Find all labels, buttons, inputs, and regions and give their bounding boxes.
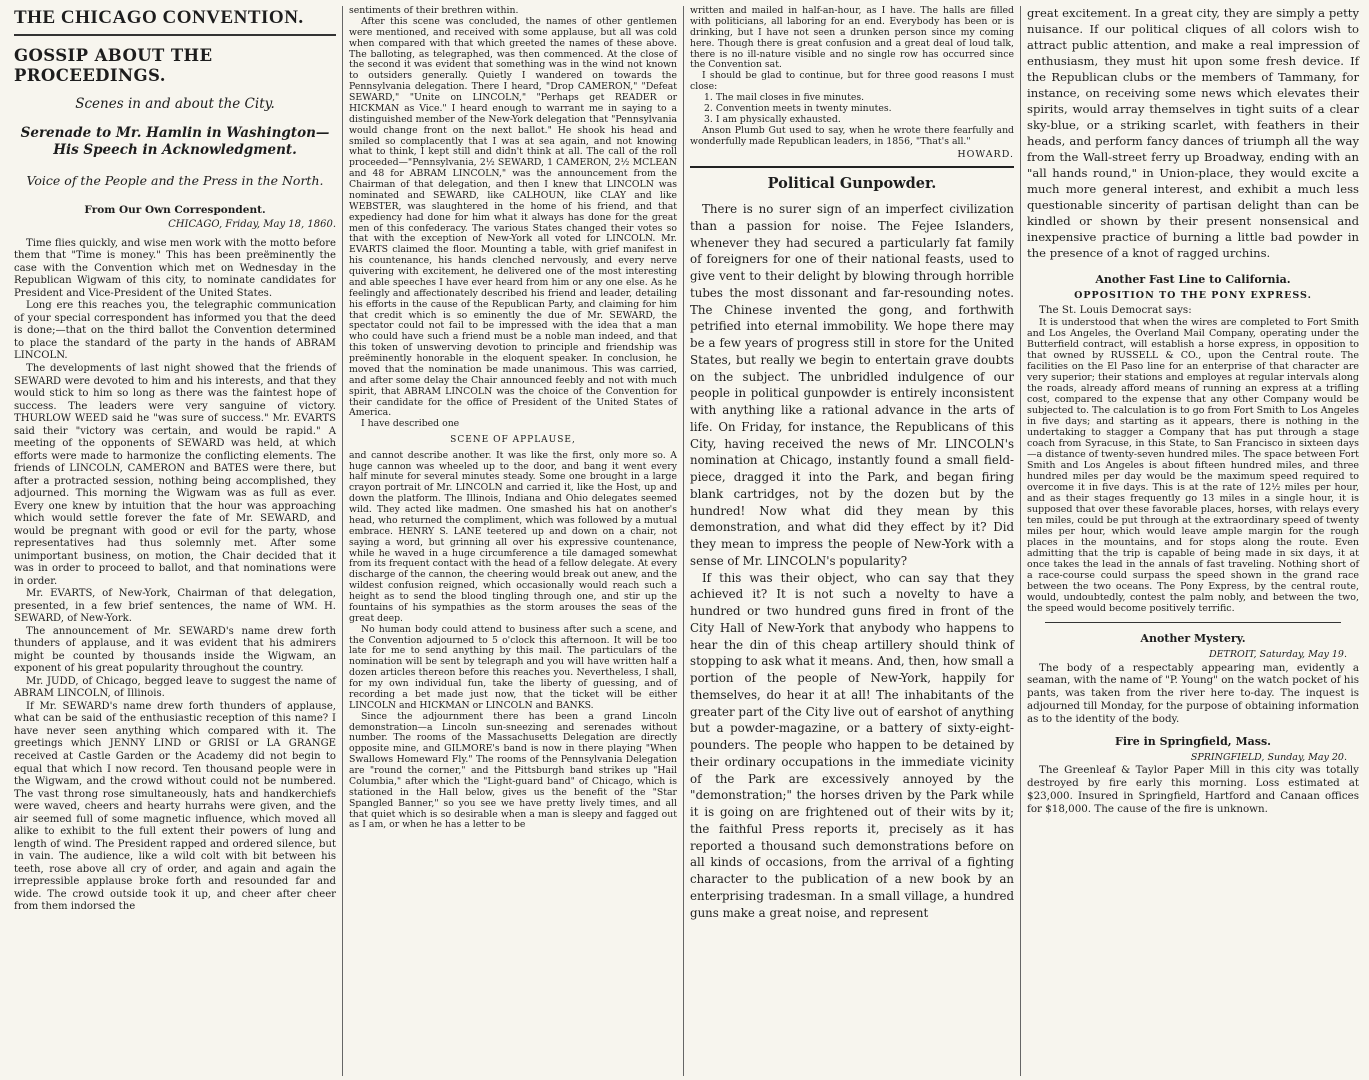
paragraph: Since the adjournment there has been a grand Lincoln demonstration—a Lincoln sun-sneezing and serenades without number. The rooms of the Massachusetts Delegation are directly opposite mine, and GILMORE's band is now in there playing "When Swallows Homeward Fly." The rooms of the Pennsylvania Delegation are "round the corner," and the Pittsburgh band strikes up "Hail Columbia," after which the "Light-guard band" of Chicago, which is stationed in the Hall below, gives us the benefit of the "Star Spangled Banner," so you see we have pretty lively times, and all that quiet which is so desirable when a man is sleepy and fagged out as I am, or when he has a letter to be [349,710,678,831]
reason-item: 3. I am physically exhausted. [704,113,841,125]
divider [690,166,1014,168]
scene-heading: SCENE OF APPLAUSE, [450,435,576,446]
column-1 [8,6,343,1076]
reason-item: 1. The mail closes in five minutes. [704,92,865,103]
voice-headline: Voice of the People and the Press in the North. [26,172,324,188]
article-title: Another Mystery. [1140,632,1246,646]
paragraph: The announcement of Mr. SEWARD's name drew forth thunders of applause, and it was evident that his admirers might be counted by thousands inside the Wigwam, an exponent of his great popularity throughout the country. [14,625,337,675]
paragraph: No human body could attend to business after such a scene, and the Convention adjourned to 5 o'clock this afternoon. It will be too late for me to send anything by this mail. The particulars of the nomination will be sent by telegraph and you will have written half a dozen articles thereon before this reaches you. Nevertheless, I shall, for my own individual fun, take the liberty of guessing, and of recording a bet made just now, that the ticket will be either LINCOLN and HICKMAN or LINCOLN and BANKS. [349,623,678,711]
serenade-headline: Serenade to Mr. Hamlin in Washington—His Speech in Acknowledgment. [20,125,330,159]
paragraph: Long ere this reaches you, the telegraphic communication of your special correspondent has informed you that the deed is done;—that on the third ballot the Convention determined to place the standard of the party in the hands of ABRAM LINCOLN. [14,300,337,362]
paragraph: I should be glad to continue, but for three good reasons I must close: [690,70,1015,93]
paragraph: and cannot describe another. It was like the first, only more so. A huge cannon was wheeled up to the door, and bang it went every half minute for several minutes steady. Some one brought in a large crayon portrait of Mr. LINCOLN and carried it, like the Host, up and down the platform. The Illinois, Indiana and Ohio delegates seemed wild. They acted like madmen. One smashed his hat on another's head, who returned the compliment, which was followed by a mutual embrace. HENRY S. LANE teetered up and down on a chair, not saying a word, but grinning all over his expressive countenance, while he waved in a huge circumference a tile damaged somewhat from its frequent contact with the head of a fellow delegate. At every discharge of the cannon, the cheering would break out anew, and the wildest confusion reigned, which occasionally would reach such a height as to send the blood tingling through one, and stir up the fountains of his sympathies as the storm arouses the seas of the great deep. [349,449,678,624]
headline: GOSSIP ABOUT THE PROCEEDINGS. [14,45,213,85]
paragraph: great excitement. In a great city, they are simply a petty nuisance. If our political cliques of all colors wish to attract public attention, and make a real impression of enthusiasm, they must hit upon some fresh device. If the Republican clubs or the members of Tammany, for instance, on receiving some news which elevates their spirits, would array themselves in tight suits of a clear sky-blue, or a striking scarlet, with feathers in their heads, and perform fancy dances of triumph all the way from the Wall-street ferry up Broadway, ending with an "all hands round," in Union-place, they would excite a much more general interest, and exhibit a much less questionable sincerity of partisan delight than can be kindled or shown by their present nonsensical and inexpensive practice of burning a little bad powder in the presence of a knot of ragged urchins. [1027,6,1359,260]
column-2 [343,6,684,1076]
dateline: SPRINGFIELD, Sunday, May 20. [1190,752,1347,764]
byline: From Our Own Correspondent. [84,204,266,217]
paragraph: I have described one [361,418,460,430]
paragraph: If this was their object, who can say that they achieved it? It is not such a novelty to have a hundred or two hundred guns fired in front of the City Hall of New-York that anybody who happens to hear the din of this cheap artillery should think of stopping to ask what it means. And, then, how small a portion of the people of New-York, happily for themselves, do hear it at all! The inhabitants of the greater part of the City live out of earshot of anything but a powder-magazine, or a battery of sixty-eight-pounders. The people who happen to be detained by their ordinary occupations in the immediate vicinity of the Park are excessively annoyed by the "demonstration;" the horses driven by the Park while it is going on are frightened out of their wits by it; the faithful Press reports it, precisely as it has reported a thousand such demonstrations before on all kinds of occasions, from the arrival of a fighting character to the publication of a new book by an enterprising tradesman. In a small village, a hundred guns make a great noise, and represent [690,570,1015,920]
column-3 [684,6,1021,1076]
paragraph: There is no surer sign of an imperfect civilization than a passion for noise. The Fejee Islanders, whenever they had secured a particularly fat family of foreigners for one of their national feasts, used to give vent to their delight by blowing through horrible tubes the most dissonant and far-resounding notes. The Chinese invented the gong, and forthwith petrified into eternal immobility. We hope there may be a few years of progress still in store for the United States, but really we begin to entertain grave doubts on the subject. The unbridled indulgence of our people in political gunpowder is entirely inconsistent with anything like a rational advance in the arts of life. On Friday, for instance, the Republicans of this City, having received the news of Mr. LINCOLN's nomination at Chicago, instantly found a small field-piece, dragged it into the Park, and began firing blank cartridges, not by the dozen but by the hundred! Now what did they mean by this demonstration, and what did they effect by it? Did they mean to impress the people of New-York with a sense of Mr. LINCOLN's popularity? [690,202,1015,568]
signature: HOWARD. [957,149,1015,161]
paragraph: The Greenleaf & Taylor Paper Mill in this city was totally destroyed by fire early this morning. Loss estimated at $23,000. Insured in Springfield, Hartford and Canaan offices for $18,000. The cause of the fire is unknown. [1027,764,1359,815]
article-title: Another Fast Line to California. [1095,272,1291,286]
dateline: DETROIT, Saturday, May 19. [1209,649,1347,661]
reason-item: 2. Convention meets in twenty minutes. [704,102,892,114]
dateline: CHICAGO, Friday, May 18, 1860. [168,219,337,231]
paragraph: It is understood that when the wires are completed to Fort Smith and Los Angeles, the Overland Mail Company, operating under the Butterfield contract, will establish a horse express, in opposition to that owned by RUSSELL & CO., upon the Central route. The facilities on the El Paso line for an enterprise of that character are very superior; their stations and employes at regular intervals along the roads, already afford means of running an express at a trifling cost, compared to the expense that any other Company would be subjected to. The calculation is to go from Fort Smith to Los Angeles in five days; and starting as it appears, there is nothing in the undertaking to stagger a Company that has put through a stage coach from Syracuse, in this State, to San Francisco in sixteen days—a distance of twenty-seven hundred miles. The space between Fort Smith and Los Angeles is about fifteen hundred miles, and three hundred miles per day would be the maximum speed required to overcome it in five days. This is at the rate of 12½ miles per hour, and as their stages frequently go 13 miles in a single hour, it is supposed that over these favorable places, horses, with relays every ten miles, could be put through at the extraordinary speed of twenty miles per hour, which would leave ample margin for the rough places in the mountains, and for stops along the route. Even admitting that the trip is capable of being made in six days, it at once takes the lead in the annals of fast traveling. Nothing short of a race-course could surpass the speed shown in the grand race between the two oceans. The Pony Express, by the central route, would, undoubtedly, contest the palm nobly, and between the two, the speed would become positively terrific. [1027,316,1359,615]
paragraph: Mr. EVARTS, of New-York, Chairman of that delegation, presented, in a few brief sentences, the name of WM. H. SEWARD, of New-York. [14,588,337,625]
article-title: Fire in Springfield, Mass. [1115,734,1271,748]
paragraph: sentiments of their brethren within. [349,6,519,16]
divider [1045,622,1341,623]
paragraph: The body of a respectably appearing man, evidently a seaman, with the name of "P. Young" on the watch pocket of his pants, was taken from the river here to-day. The inquest is adjourned till Monday, for the purpose of obtaining information as to the identity of the body. [1027,661,1359,726]
paragraph: Anson Plumb Gut used to say, when he wrote there fearfully and wonderfully made Republican leaders, in 1856, "That's all." [690,124,1015,147]
paragraph: written and mailed in half-an-hour, as I have. The halls are filled with politicians, all laboring for an end. Everybody has been or is drinking, but I have not seen a drunken person since my coming here. Though there is great confusion and a great deal of loud talk, there is no ill-nature visible and no single row has occurred since the Convention sat. [690,6,1015,71]
paragraph: The developments of last night showed that the friends of SEWARD were devoted to him and his interests, and that they would stick to him so long as there was the faintest hope of success. The leaders were very sanguine of victory. THURLOW WEED said he "was sure of success." Mr. EVARTS said their "victory was certain, and would be rapid." A meeting of the opponents of SEWARD was held, at which efforts were made to harmonize the conflicting elements. The friends of LINCOLN, CAMERON and BATES were there, but after a protracted session, nothing being accomplished, they adjourned. This morning the Wigwam was as full as ever. Every one knew by intuition that the hour was approaching which would settle forever the fate of Mr. SEWARD, and would be pregnant with good or evil for the party, whose representatives had thus solemnly met. After some unimportant business, on motion, the Chair decided that it was in order to proceed to ballot, and that nominations were in order. [14,363,337,587]
paragraph: The St. Louis Democrat says: [1039,304,1192,317]
masthead: THE CHICAGO CONVENTION. [14,6,336,36]
paragraph: Time flies quickly, and wise men work with the motto before them that "Time is money." This has been preëminently the case with the Convention which met on Wednesday in the Republican Wigwam of this city, to nominate candidates for President and Vice-President of the United States. [14,237,337,299]
paragraph: After this scene was concluded, the names of other gentlemen were mentioned, and received with some applause, but all was cold when compared with that which greeted the names of these above. The balloting, as telegraphed, was then commenced. At the close of the second it was evident that something was in the wind not known to outsiders generally. Quietly I wandered on towards the Pennsylvania delegation. There I heard, "Drop CAMERON," "Defeat SEWARD," "Unite on LINCOLN," "Perhaps get READER or HICKMAN as Vice." I heard enough to warrant me in saying to a distinguished member of the New-York delegation that "Pennsylvania would change front on the next ballot." He shook his head and smiled so complacently that I was at sea again, and not knowing what to think, I kept still and didn't think at all. The call of the roll proceeded—"Pennsylvania, 2½ SEWARD, 1 CAMERON, 2½ MCLEAN and 48 for ABRAM LINCOLN," was the announcement from the Chairman of that delegation, and then I knew that LINCOLN was nominated and SEWARD, like CALHOUN, like CLAY and like WEBSTER, was slaughtered in the home of his friend, and that expediency had done for him what it always has done for the great men of this confederacy. The various States changed their votes so that with the exception of New-York all voted for LINCOLN. Mr. EVARTS claimed the floor. Mounting a table, with grief manifest in his countenance, his hands clenched nervously, and every nerve quivering with excitement, he delivered one of the most interesting and able speeches I have ever heard from him or any one else. As he feelingly and affectionately described his friend and leader, detailing his efforts in the cause of the Republican Party, and claiming for him that credit which is so eminently the due of Mr. SEWARD, the spectator could not fail to be impressed with the idea that a man who could have such a friend must be a noble man indeed, and that this token of unswerving devotion to principle and friendship was preëminently honorable in the eloquent speaker. In conclusion, he moved that the nomination be made unanimous. This was carried, and after some delay the Chair announced feebly and not with much spirit, that ABRAM LINCOLN was the choice of the Convention for their candidate for the office of President of the United States of America. [349,15,678,419]
paragraph: Mr. JUDD, of Chicago, begged leave to suggest the name of ABRAM LINCOLN, of Illinois. [14,675,337,700]
letter-close [690,6,1014,160]
article-subtitle: OPPOSITION TO THE PONY EXPRESS. [1074,289,1312,301]
paragraph: If Mr. SEWARD's name drew forth thunders of applause, what can be said of the enthusiastic reception of this name? I have never seen anything which compared with it. The greetings which JENNY LIND or GRISI or LA GRANGE received at Castle Garden or the Academy did not begin to equal that which I now record. Ten thousand people were in the Wigwam, and the crowd without could not be numbered. The vast throng rose simultaneously, hats and handkerchiefs were waved, cheers and hearty hurrahs were given, and the air seemed full of some magnetic influence, which moved all alike to exhibit to the full extent their powers of lung and length of wind. The President rapped and ordered silence, but in vain. The audience, like a wild colt with bit between his teeth, rose above all cry of order, and again and again the irrepressible applause broke forth and resounded far and wide. The crowd outside took it up, and cheer after cheer from them indorsed the [14,700,337,913]
column-4 [1021,6,1365,1076]
subheadline: Scenes in and about the City. [75,96,275,113]
article-title: Political Gunpowder. [767,175,937,193]
